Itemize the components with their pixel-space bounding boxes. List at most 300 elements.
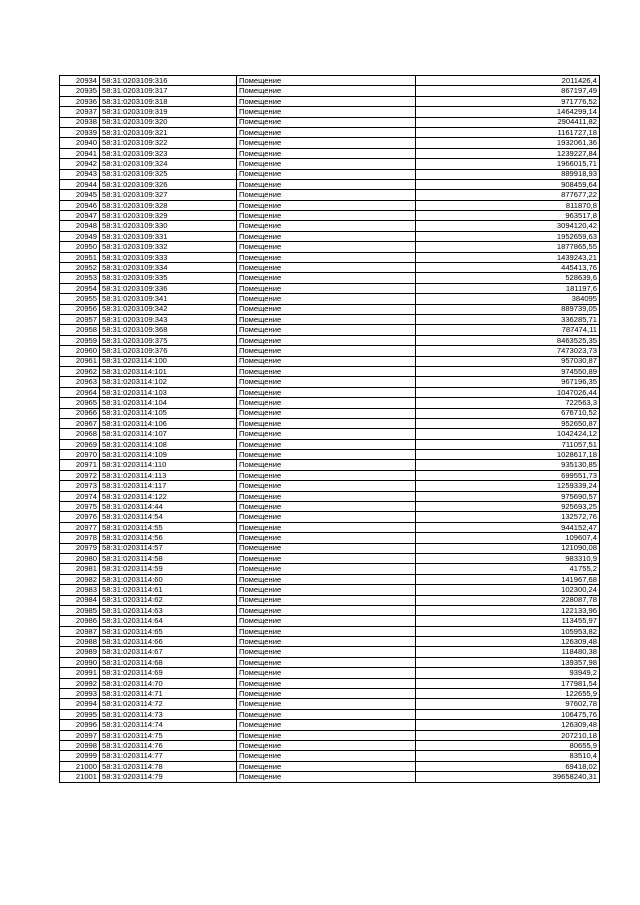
cadastral-number-cell: 58:31:0203114:64 [100,616,237,626]
object-type-cell: Помещение [237,502,416,512]
object-type-cell: Помещение [237,439,416,449]
object-type-cell: Помещение [237,678,416,688]
table-row [60,709,600,719]
table-row [60,127,600,137]
cadastral-number-cell: 58:31:0203109:322 [100,138,237,148]
cadastral-value-cell: 925693,25 [416,502,600,512]
row-number-cell: 20995 [60,709,100,719]
cadastral-value-cell: 8463525,35 [416,335,600,345]
table-row [60,252,600,262]
table-row [60,460,600,470]
table-row [60,751,600,761]
object-type-cell: Помещение [237,772,416,782]
object-type-cell: Помещение [237,761,416,771]
cadastral-value-cell: 944152,47 [416,522,600,532]
object-type-cell: Помещение [237,200,416,210]
table-row [60,470,600,480]
cadastral-value-cell: 1047026,44 [416,387,600,397]
table-row [60,86,600,96]
row-number-cell: 20970 [60,450,100,460]
table-row [60,502,600,512]
row-number-cell: 20983 [60,585,100,595]
cadastral-number-cell: 58:31:0203109:330 [100,221,237,231]
cadastral-number-cell: 58:31:0203109:333 [100,252,237,262]
table-row [60,647,600,657]
cadastral-value-cell: 41755,2 [416,564,600,574]
row-number-cell: 20977 [60,522,100,532]
cadastral-value-cell: 867197,49 [416,86,600,96]
table-row [60,491,600,501]
object-type-cell: Помещение [237,595,416,605]
object-type-cell: Помещение [237,741,416,751]
cadastral-value-cell: 132572,76 [416,512,600,522]
table-row [60,533,600,543]
cadastral-value-cell: 811870,8 [416,200,600,210]
object-type-cell: Помещение [237,76,416,86]
cadastral-value-cell: 952650,87 [416,418,600,428]
cadastral-number-cell: 58:31:0203114:65 [100,626,237,636]
cadastral-number-cell: 58:31:0203114:71 [100,689,237,699]
object-type-cell: Помещение [237,751,416,761]
cadastral-number-cell: 58:31:0203109:317 [100,86,237,96]
object-type-cell: Помещение [237,107,416,117]
table-row [60,553,600,563]
table-row [60,678,600,688]
cadastral-value-cell: 139357,98 [416,657,600,667]
table-row [60,273,600,283]
table-row [60,221,600,231]
cadastral-value-cell: 1877865,55 [416,242,600,252]
cadastral-number-cell: 58:31:0203114:55 [100,522,237,532]
cadastral-value-cell: 118480,38 [416,647,600,657]
object-type-cell: Помещение [237,314,416,324]
cadastral-number-cell: 58:31:0203114:69 [100,668,237,678]
object-type-cell: Помещение [237,117,416,127]
cadastral-value-cell: 109607,4 [416,533,600,543]
object-type-cell: Помещение [237,585,416,595]
object-type-cell: Помещение [237,325,416,335]
cadastral-number-cell: 58:31:0203114:56 [100,533,237,543]
cadastral-number-cell: 58:31:0203114:62 [100,595,237,605]
cadastral-value-cell: 2904411,82 [416,117,600,127]
cadastral-number-cell: 58:31:0203109:319 [100,107,237,117]
row-number-cell: 20958 [60,325,100,335]
table-row [60,543,600,553]
cadastral-value-cell: 83510,4 [416,751,600,761]
object-type-cell: Помещение [237,335,416,345]
cadastral-number-cell: 58:31:0203109:341 [100,294,237,304]
object-type-cell: Помещение [237,720,416,730]
table-row [60,200,600,210]
table-row [60,512,600,522]
cadastral-value-cell: 39658240,31 [416,772,600,782]
object-type-cell: Помещение [237,657,416,667]
row-number-cell: 20966 [60,408,100,418]
cadastral-value-cell: 105953,82 [416,626,600,636]
row-number-cell: 20954 [60,283,100,293]
cadastral-number-cell: 58:31:0203109:327 [100,190,237,200]
cadastral-value-cell: 3094120,42 [416,221,600,231]
cadastral-value-cell: 1161727,18 [416,127,600,137]
object-type-cell: Помещение [237,553,416,563]
cadastral-value-cell: 983310,9 [416,553,600,563]
object-type-cell: Помещение [237,699,416,709]
cadastral-number-cell: 58:31:0203114:66 [100,637,237,647]
object-type-cell: Помещение [237,283,416,293]
table-row [60,304,600,314]
cadastral-number-cell: 58:31:0203114:79 [100,772,237,782]
cadastral-value-cell: 963517,8 [416,211,600,221]
cadastral-number-cell: 58:31:0203109:323 [100,148,237,158]
row-number-cell: 20955 [60,294,100,304]
cadastral-number-cell: 58:31:0203114:75 [100,730,237,740]
row-number-cell: 20940 [60,138,100,148]
row-number-cell: 20937 [60,107,100,117]
row-number-cell: 20990 [60,657,100,667]
row-number-cell: 21001 [60,772,100,782]
row-number-cell: 20978 [60,533,100,543]
table-row [60,689,600,699]
cadastral-value-cell: 699551,73 [416,470,600,480]
table-row [60,741,600,751]
cadastral-value-cell: 1464299,14 [416,107,600,117]
cadastral-number-cell: 58:31:0203114:61 [100,585,237,595]
table-row [60,314,600,324]
row-number-cell: 20959 [60,335,100,345]
row-number-cell: 21000 [60,761,100,771]
cadastral-number-cell: 58:31:0203114:102 [100,377,237,387]
table-row [60,211,600,221]
object-type-cell: Помещение [237,522,416,532]
table-row [60,138,600,148]
row-number-cell: 20999 [60,751,100,761]
cadastral-number-cell: 58:31:0203114:113 [100,470,237,480]
cadastral-value-cell: 97602,78 [416,699,600,709]
table-row [60,148,600,158]
cadastral-number-cell: 58:31:0203109:321 [100,127,237,137]
cadastral-number-cell: 58:31:0203109:343 [100,314,237,324]
cadastral-value-cell: 935130,85 [416,460,600,470]
object-type-cell: Помещение [237,387,416,397]
cadastral-value-cell: 711057,51 [416,439,600,449]
row-number-cell: 20956 [60,304,100,314]
object-type-cell: Помещение [237,408,416,418]
row-number-cell: 20973 [60,481,100,491]
table-row [60,356,600,366]
cadastral-value-cell: 122655,9 [416,689,600,699]
row-number-cell: 20988 [60,637,100,647]
row-number-cell: 20939 [60,127,100,137]
cadastral-number-cell: 58:31:0203114:70 [100,678,237,688]
row-number-cell: 20985 [60,605,100,615]
table-row [60,76,600,86]
cadastral-number-cell: 58:31:0203109:326 [100,179,237,189]
row-number-cell: 20979 [60,543,100,553]
cadastral-value-cell: 126309,48 [416,637,600,647]
object-type-cell: Помещение [237,346,416,356]
cadastral-number-cell: 58:31:0203114:107 [100,429,237,439]
object-type-cell: Помещение [237,709,416,719]
table-row [60,574,600,584]
cadastral-value-cell: 141967,68 [416,574,600,584]
row-number-cell: 20946 [60,200,100,210]
cadastral-value-cell: 113455,97 [416,616,600,626]
row-number-cell: 20974 [60,491,100,501]
cadastral-number-cell: 58:31:0203114:78 [100,761,237,771]
row-number-cell: 20986 [60,616,100,626]
object-type-cell: Помещение [237,450,416,460]
cadastral-number-cell: 58:31:0203114:63 [100,605,237,615]
row-number-cell: 20987 [60,626,100,636]
cadastral-value-cell: 1259339,24 [416,481,600,491]
table-row [60,657,600,667]
cadastral-value-cell: 877677,22 [416,190,600,200]
cadastral-value-cell: 121090,08 [416,543,600,553]
table-row [60,242,600,252]
cadastral-number-cell: 58:31:0203114:73 [100,709,237,719]
cadastral-value-cell: 889739,05 [416,304,600,314]
row-number-cell: 20936 [60,96,100,106]
table-row [60,637,600,647]
cadastral-number-cell: 58:31:0203109:332 [100,242,237,252]
table-row [60,231,600,241]
table-row [60,668,600,678]
cadastral-number-cell: 58:31:0203109:328 [100,200,237,210]
object-type-cell: Помещение [237,366,416,376]
table-row [60,522,600,532]
row-number-cell: 20975 [60,502,100,512]
row-number-cell: 20938 [60,117,100,127]
cadastral-number-cell: 58:31:0203109:335 [100,273,237,283]
row-number-cell: 20952 [60,263,100,273]
cadastral-value-cell: 7473023,73 [416,346,600,356]
cadastral-value-cell: 126309,48 [416,720,600,730]
cadastral-value-cell: 908459,64 [416,179,600,189]
table-row [60,429,600,439]
cadastral-number-cell: 58:31:0203109:320 [100,117,237,127]
row-number-cell: 20992 [60,678,100,688]
object-type-cell: Помещение [237,263,416,273]
cadastral-number-cell: 58:31:0203109:375 [100,335,237,345]
cadastral-value-cell: 1932061,36 [416,138,600,148]
cadastral-number-cell: 58:31:0203114:77 [100,751,237,761]
row-number-cell: 20941 [60,148,100,158]
object-type-cell: Помещение [237,626,416,636]
cadastral-value-cell: 787474,11 [416,325,600,335]
cadastral-number-cell: 58:31:0203114:100 [100,356,237,366]
row-number-cell: 20962 [60,366,100,376]
object-type-cell: Помещение [237,231,416,241]
table-row [60,398,600,408]
table-row [60,107,600,117]
cadastral-value-cell: 336285,71 [416,314,600,324]
cadastral-value-cell: 181197,6 [416,283,600,293]
object-type-cell: Помещение [237,377,416,387]
table-row [60,564,600,574]
cadastral-number-cell: 58:31:0203114:72 [100,699,237,709]
row-number-cell: 20968 [60,429,100,439]
row-number-cell: 20971 [60,460,100,470]
row-number-cell: 20993 [60,689,100,699]
cadastral-value-cell: 102300,24 [416,585,600,595]
cadastral-number-cell: 58:31:0203114:109 [100,450,237,460]
cadastral-number-cell: 58:31:0203114:54 [100,512,237,522]
cadastral-value-cell: 722563,3 [416,398,600,408]
cadastral-value-cell: 889918,93 [416,169,600,179]
table-row [60,720,600,730]
cadastral-value-cell: 971776,52 [416,96,600,106]
table-row [60,377,600,387]
row-number-cell: 20984 [60,595,100,605]
object-type-cell: Помещение [237,637,416,647]
table-row [60,335,600,345]
row-number-cell: 20943 [60,169,100,179]
cadastral-number-cell: 58:31:0203114:57 [100,543,237,553]
table-row [60,772,600,782]
table-row [60,325,600,335]
cadastral-number-cell: 58:31:0203109:329 [100,211,237,221]
object-type-cell: Помещение [237,616,416,626]
row-number-cell: 20948 [60,221,100,231]
object-type-cell: Помещение [237,668,416,678]
object-type-cell: Помещение [237,127,416,137]
cadastral-number-cell: 58:31:0203114:44 [100,502,237,512]
cadastral-number-cell: 58:31:0203109:316 [100,76,237,86]
table-row [60,408,600,418]
cadastral-value-cell: 106475,76 [416,709,600,719]
cadastral-value-cell: 975690,57 [416,491,600,501]
table-row [60,190,600,200]
cadastral-value-cell: 957030,87 [416,356,600,366]
cadastral-number-cell: 58:31:0203109:331 [100,231,237,241]
cadastral-number-cell: 58:31:0203114:104 [100,398,237,408]
cadastral-value-cell: 93949,2 [416,668,600,678]
row-number-cell: 20944 [60,179,100,189]
cadastral-number-cell: 58:31:0203114:105 [100,408,237,418]
table-row [60,418,600,428]
cadastral-number-cell: 58:31:0203114:117 [100,481,237,491]
cadastral-number-cell: 58:31:0203109:324 [100,159,237,169]
cadastral-value-cell: 122133,96 [416,605,600,615]
row-number-cell: 20960 [60,346,100,356]
row-number-cell: 20967 [60,418,100,428]
cadastral-value-cell: 1028617,18 [416,450,600,460]
row-number-cell: 20957 [60,314,100,324]
cadastral-value-cell: 1239227,84 [416,148,600,158]
cadastral-number-cell: 58:31:0203114:122 [100,491,237,501]
cadastral-number-cell: 58:31:0203114:76 [100,741,237,751]
row-number-cell: 20947 [60,211,100,221]
row-number-cell: 20961 [60,356,100,366]
row-number-cell: 20942 [60,159,100,169]
table-row [60,761,600,771]
object-type-cell: Помещение [237,86,416,96]
cadastral-value-cell: 1952659,63 [416,231,600,241]
table-row [60,96,600,106]
cadastral-number-cell: 58:31:0203114:58 [100,553,237,563]
object-type-cell: Помещение [237,647,416,657]
object-type-cell: Помещение [237,533,416,543]
object-type-cell: Помещение [237,543,416,553]
cadastral-value-cell: 2011426,4 [416,76,600,86]
row-number-cell: 20972 [60,470,100,480]
table-row [60,626,600,636]
table-row [60,730,600,740]
cadastral-value-cell: 228087,78 [416,595,600,605]
table-row [60,595,600,605]
object-type-cell: Помещение [237,512,416,522]
table-row [60,179,600,189]
object-type-cell: Помещение [237,356,416,366]
cadastral-number-cell: 58:31:0203114:74 [100,720,237,730]
row-number-cell: 20965 [60,398,100,408]
row-number-cell: 20964 [60,387,100,397]
object-type-cell: Помещение [237,730,416,740]
cadastral-value-cell: 1042424,12 [416,429,600,439]
table-row [60,439,600,449]
table-row [60,387,600,397]
object-type-cell: Помещение [237,481,416,491]
table-row [60,283,600,293]
table-row [60,159,600,169]
object-type-cell: Помещение [237,138,416,148]
object-type-cell: Помещение [237,689,416,699]
document-page [59,75,600,783]
row-number-cell: 20980 [60,553,100,563]
object-type-cell: Помещение [237,159,416,169]
table-row [60,366,600,376]
cadastral-number-cell: 58:31:0203114:103 [100,387,237,397]
cadastral-value-cell: 676710,52 [416,408,600,418]
cadastral-number-cell: 58:31:0203109:376 [100,346,237,356]
object-type-cell: Помещение [237,294,416,304]
row-number-cell: 20996 [60,720,100,730]
object-type-cell: Помещение [237,605,416,615]
row-number-cell: 20991 [60,668,100,678]
cadastral-number-cell: 58:31:0203114:68 [100,657,237,667]
row-number-cell: 20994 [60,699,100,709]
object-type-cell: Помещение [237,221,416,231]
object-type-cell: Помещение [237,429,416,439]
cadastral-value-cell: 69418,02 [416,761,600,771]
registry-table-body [60,76,600,783]
cadastral-value-cell: 384095 [416,294,600,304]
table-row [60,605,600,615]
table-row [60,346,600,356]
property-registry-table [59,75,600,783]
object-type-cell: Помещение [237,564,416,574]
object-type-cell: Помещение [237,252,416,262]
object-type-cell: Помещение [237,148,416,158]
row-number-cell: 20953 [60,273,100,283]
object-type-cell: Помещение [237,273,416,283]
cadastral-number-cell: 58:31:0203109:325 [100,169,237,179]
row-number-cell: 20997 [60,730,100,740]
row-number-cell: 20981 [60,564,100,574]
table-row [60,263,600,273]
object-type-cell: Помещение [237,304,416,314]
row-number-cell: 20982 [60,574,100,584]
object-type-cell: Помещение [237,179,416,189]
row-number-cell: 20998 [60,741,100,751]
table-row [60,699,600,709]
row-number-cell: 20989 [60,647,100,657]
cadastral-value-cell: 1966015,71 [416,159,600,169]
cadastral-value-cell: 80655,9 [416,741,600,751]
table-row [60,169,600,179]
row-number-cell: 20945 [60,190,100,200]
cadastral-number-cell: 58:31:0203109:342 [100,304,237,314]
